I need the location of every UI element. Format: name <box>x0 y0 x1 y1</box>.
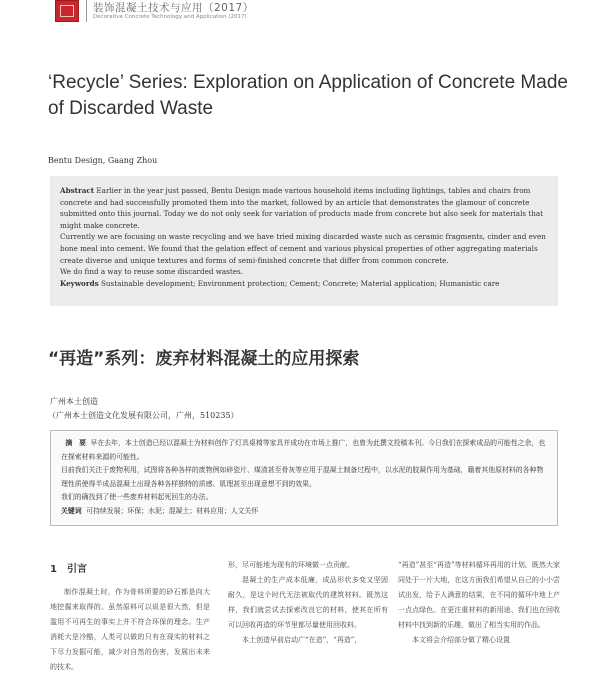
english-title: ‘Recycle’ Series: Exploration on Application of Concrete Made of Discarded Waste <box>48 72 568 119</box>
chinese-keywords: 关键词 可持续发展；环保；水泥；混凝土；材料应用；人文关怀 <box>61 506 259 515</box>
english-keywords: Keywords Sustainable development; Environment protection; Cement; Concrete; Material application; Humanistic care <box>60 278 500 288</box>
english-abstract-para-1: Abstract Earlier in the year just passed, Bentu Design made various household items including lightings, tables and chairs from concrete and had successfully promoted them into the market, followed by an article that demonstrates the glamour of concrete submitted onto this journal. Today we do not only seek for variation of products made from concrete but also seek for materials that might make concrete. <box>60 186 544 230</box>
journal-title: 装饰混凝土技术与应用（2017） <box>93 2 254 14</box>
col3-paragraph-1: “再造”甚至“再造”等材料循环再用的计划。既然大家同处于一片大地，在这方面我们希望从自己的小小尝试出发，给予人满意的结果，在不同的循环中地上产一点点绿色。在更注重材料的新用途、我们也在回收材料中找到新的乐趣，做出了相当实用的作品。 <box>398 561 560 629</box>
col1-paragraph: 制作混凝土时，作为骨料所要的砂石都是向大地挖掘来取得的。虽然原料可以说是很大然，但是滥用不可再生的事实上并不符合环保的理念。生产消耗大是冷酷，人类可以做的只有在现实的材料之下尽力发掘可能，减少对自然的伤害，发展出未来的技术。 <box>50 588 210 671</box>
keywords-label: Keywords <box>60 278 99 288</box>
chinese-title: “再造”系列：废弃材料混凝土的应用探索 <box>48 349 360 369</box>
chinese-abstract-para-3: 我们的确找到了使一些废弃材料起死回生的办法。 <box>61 493 213 502</box>
col2-paragraph-1: 形，尽可能地为现有的环境做一点贡献。 <box>228 561 354 569</box>
body-column-3 <box>398 558 560 648</box>
header-divider <box>86 0 87 22</box>
chinese-author: 广州本土创造 <box>50 397 98 406</box>
english-abstract <box>50 176 558 306</box>
journal-subtitle: Decorative Concrete Technology and Application (2017) <box>93 14 247 20</box>
cn-keywords-label: 关键词 <box>61 506 82 515</box>
english-abstract-para-3: We do find a way to reuse some discarded wastes. <box>60 267 243 277</box>
english-abstract-para-2: Currently we are focusing on waste recycling and we have tried mixing discarded waste such as ceramic fragments, cinder and even bone meal into cement. We found that the gelation effect of cement and various physical properties of other aggregating materials create diverse and unique textures and forms of semi-finished concrete that differ from common concrete. <box>60 232 546 265</box>
chinese-abstract-para-2: 目前我们关注于废物利用，试图将各种各样的废物例如碎瓷片、煤渣甚至骨灰等应用于混凝土制备过程中，以水泥的胶凝作用为基础，籍着其他原材料的各种物理性质使得半成品混凝土出现各种各样独特的质感、肌理甚至出现意想不到的效果。 <box>61 466 544 488</box>
body-column-2 <box>228 558 388 648</box>
cn-abstract-label: 摘 要 <box>65 439 87 447</box>
chinese-abstract-para-1: 摘 要 早在去年，本土创造已经以混凝土为材料创作了灯具桌椅等家具并成功在市场上推广，也曾为此撰文投稿本刊。今日我们在探索成品的可能性之余，也在探索材料来源的可能性。 <box>61 439 546 461</box>
english-authors: Bentu Design, Gaang Zhou <box>48 156 158 165</box>
col2-paragraph-2: 混凝土的生产成本低廉，成品形状多变又坚固耐久，是这个时代无法被取代的建筑材料。既然这样，我们就尝试去探索改良它的材料，使其在所有可以回收再造的环节里都尽量使用回收料。 <box>228 576 388 629</box>
section-number: 1 <box>50 564 57 575</box>
abstract-label: Abstract <box>60 186 95 195</box>
section-heading <box>50 560 87 575</box>
col2-paragraph-3: 本土创造早前启动广“在造”，“再造”， <box>242 636 362 644</box>
body-column-1 <box>50 585 210 675</box>
col3-paragraph-2: 本文将会介绍部分做了精心设置 <box>412 636 510 644</box>
section-title: 引言 <box>66 564 87 575</box>
chinese-affiliation: （广州本土创造文化发展有限公司，广州，510235） <box>48 411 239 420</box>
chinese-abstract <box>50 430 558 526</box>
journal-logo <box>55 0 79 22</box>
